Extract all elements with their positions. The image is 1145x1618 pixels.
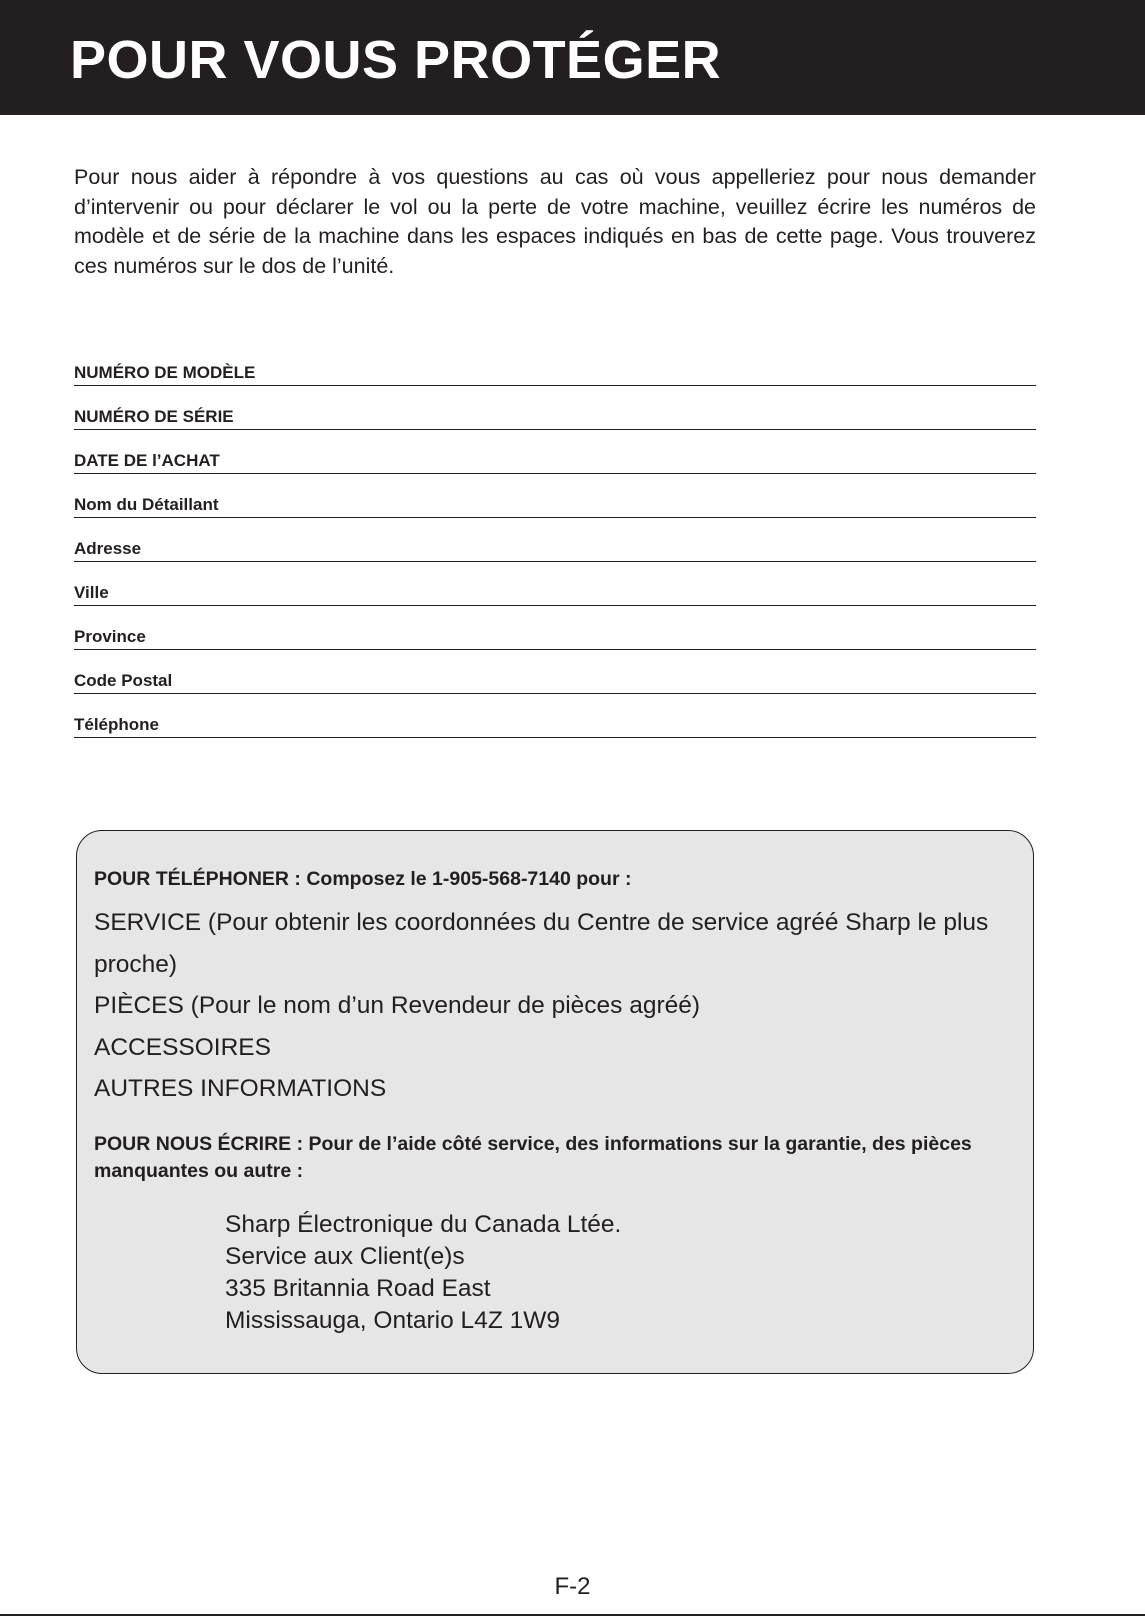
- address-label: Adresse: [74, 539, 142, 558]
- address-street: 335 Britannia Road East: [225, 1275, 491, 1302]
- telephone-line: [74, 737, 1036, 738]
- postal-code-label: Code Postal: [74, 671, 173, 690]
- form-row-purchase-date: [74, 448, 1036, 492]
- province-label: Province: [74, 627, 146, 646]
- write-heading: POUR NOUS ÉCRIRE : Pour de l’aide côté service, des informations sur la garantie, des pièces manquantes ou autre :: [94, 1133, 972, 1182]
- serial-number-line: [74, 429, 1036, 430]
- phone-heading: POUR TÉLÉPHONER : Composez le 1-905-568-7140 pour :: [94, 868, 632, 890]
- intro-paragraph: Pour nous aider à répondre à vos questions au cas où vous appelleriez pour nous demander d’intervenir ou pour déclarer le vol ou la perte de votre machine, veuillez écrire les numéros de modèle et de série de la machine dans les espaces indiqués en bas de cette page. Vous trouverez ces numéros sur le dos de l’unité.: [74, 165, 1036, 278]
- form-row-telephone: [74, 712, 1036, 756]
- address-line: [74, 561, 1036, 562]
- header-bar: [0, 0, 1145, 115]
- address-department: Service aux Client(e)s: [225, 1243, 465, 1270]
- province-line: [74, 649, 1036, 650]
- purchase-date-label: DATE DE l’ACHAT: [74, 451, 220, 470]
- address-city-postal: Mississauga, Ontario L4Z 1W9: [225, 1307, 560, 1334]
- form-row-address: [74, 536, 1036, 580]
- contact-info-box: [76, 830, 1034, 1374]
- service-item-accessories: ACCESSOIRES: [94, 1033, 271, 1061]
- city-line: [74, 605, 1036, 606]
- form-row-retailer-name: [74, 492, 1036, 536]
- city-label: Ville: [74, 583, 109, 602]
- service-item-service: SERVICE (Pour obtenir les coordonnées du Centre de service agréé Sharp le plus proche): [94, 909, 989, 978]
- model-number-line: [74, 385, 1036, 386]
- page-number: F-2: [554, 1573, 591, 1600]
- service-list: [94, 902, 1014, 1110]
- telephone-label: Téléphone: [74, 715, 160, 734]
- bottom-rule: [0, 1614, 1145, 1616]
- mailing-address: [225, 1209, 621, 1337]
- purchase-date-line: [74, 473, 1036, 474]
- address-company: Sharp Électronique du Canada Ltée.: [225, 1211, 622, 1238]
- retailer-name-line: [74, 517, 1036, 518]
- service-item-parts: PIÈCES (Pour le nom d’un Revendeur de pièces agréé): [94, 992, 701, 1019]
- form-row-postal-code: [74, 668, 1036, 712]
- page-title: POUR VOUS PROTÉGER: [70, 30, 722, 90]
- model-number-label: NUMÉRO DE MODÈLE: [74, 363, 256, 382]
- registration-form: [74, 360, 1036, 756]
- retailer-name-label: Nom du Détaillant: [74, 495, 219, 514]
- form-row-province: [74, 624, 1036, 668]
- form-row-model-number: [74, 360, 1036, 404]
- service-item-other-info: AUTRES INFORMATIONS: [94, 1075, 387, 1102]
- serial-number-label: NUMÉRO DE SÉRIE: [74, 407, 234, 426]
- postal-code-line: [74, 693, 1036, 694]
- form-row-city: [74, 580, 1036, 624]
- form-row-serial-number: [74, 404, 1036, 448]
